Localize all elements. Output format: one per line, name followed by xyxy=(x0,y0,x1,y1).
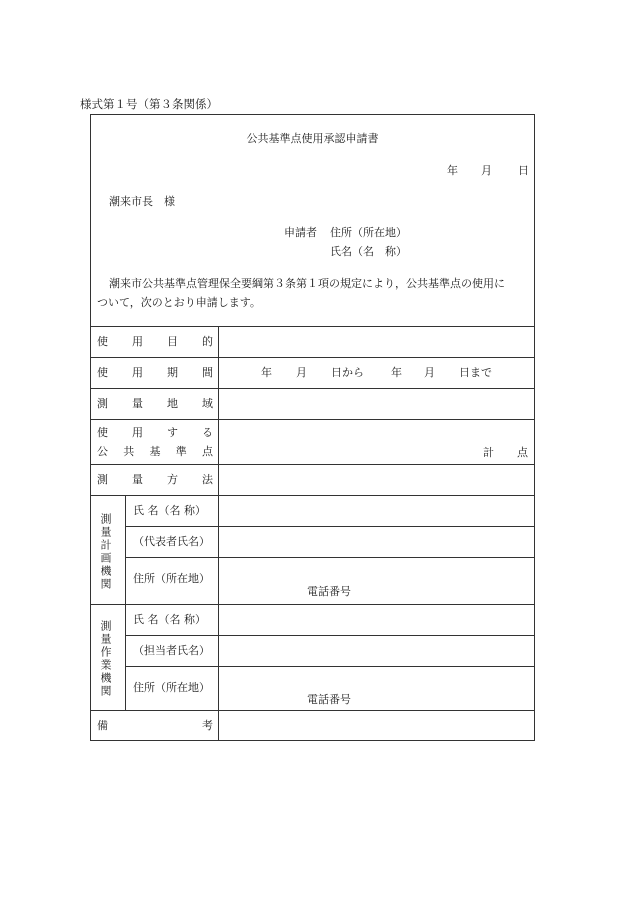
planning-org-label: 測量計画機関 xyxy=(99,513,112,591)
row-rule xyxy=(125,635,534,636)
form-number: 様式第１号（第３条関係） xyxy=(80,97,218,111)
planning-org-phone-label: 電話番号 xyxy=(307,585,351,598)
work-org-address-label: 住所（所在地） xyxy=(133,681,210,694)
period-end-year[interactable]: 年 xyxy=(391,366,402,379)
remarks-field[interactable] xyxy=(219,711,534,740)
work-org-phone-label: 電話番号 xyxy=(307,693,351,706)
period-label: 使 用 期 間 xyxy=(97,366,213,379)
applicant-label: 申請者 xyxy=(284,226,317,239)
form-title: 公共基準点使用承認申請書 xyxy=(246,132,379,145)
row-rule xyxy=(125,557,534,558)
period-end-day[interactable]: 日まで xyxy=(459,366,492,379)
work-org-label: 測量作業機関 xyxy=(99,620,112,698)
purpose-label: 使 用 目 的 xyxy=(97,335,213,348)
points-count-unit: 点 xyxy=(517,446,528,459)
remarks-label: 備 考 xyxy=(97,719,213,732)
area-label: 測 量 地 域 xyxy=(97,397,213,410)
row-rule xyxy=(125,526,534,527)
period-start-year[interactable]: 年 xyxy=(261,366,272,379)
planning-org-name-label: 氏 名（名 称） xyxy=(133,504,206,517)
body-text-line-1: 潮来市公共基準点管理保全要綱第３条第１項の規定により，公共基準点の使用に xyxy=(109,277,505,290)
work-org-rep-label: （担当者氏名） xyxy=(133,644,210,657)
points-label-line-2: 公 共 基 準 点 xyxy=(97,445,213,458)
row-rule xyxy=(125,666,534,667)
row-rule xyxy=(91,495,534,496)
points-label-line-1: 使 用 す る xyxy=(97,426,213,439)
applicant-name-label: 氏名（名 称） xyxy=(330,245,407,258)
date-month-field[interactable]: 月 xyxy=(481,164,492,177)
row-rule xyxy=(91,357,534,358)
addressee: 潮来市長 様 xyxy=(109,195,175,208)
planning-org-rep-label: （代表者氏名） xyxy=(133,535,210,548)
method-label: 測 量 方 法 xyxy=(97,473,213,486)
points-count-total: 計 xyxy=(483,446,494,459)
work-org-name-label: 氏 名（名 称） xyxy=(133,613,206,626)
body-text-line-2: ついて，次のとおり申請します。 xyxy=(97,296,261,309)
period-start-month[interactable]: 月 xyxy=(296,366,307,379)
planning-org-address-label: 住所（所在地） xyxy=(133,572,210,585)
date-day-field[interactable]: 日 xyxy=(518,164,529,177)
period-end-month[interactable]: 月 xyxy=(424,366,435,379)
date-year-field[interactable]: 年 xyxy=(447,164,458,177)
application-form xyxy=(90,114,535,741)
row-rule xyxy=(91,419,534,420)
area-field[interactable] xyxy=(219,389,534,419)
applicant-address-label: 住所（所在地） xyxy=(330,226,407,239)
row-rule xyxy=(91,604,534,605)
method-field[interactable] xyxy=(219,465,534,495)
purpose-field[interactable] xyxy=(219,327,534,357)
period-start-day[interactable]: 日から xyxy=(331,366,364,379)
org-label-column-rule xyxy=(125,495,126,710)
